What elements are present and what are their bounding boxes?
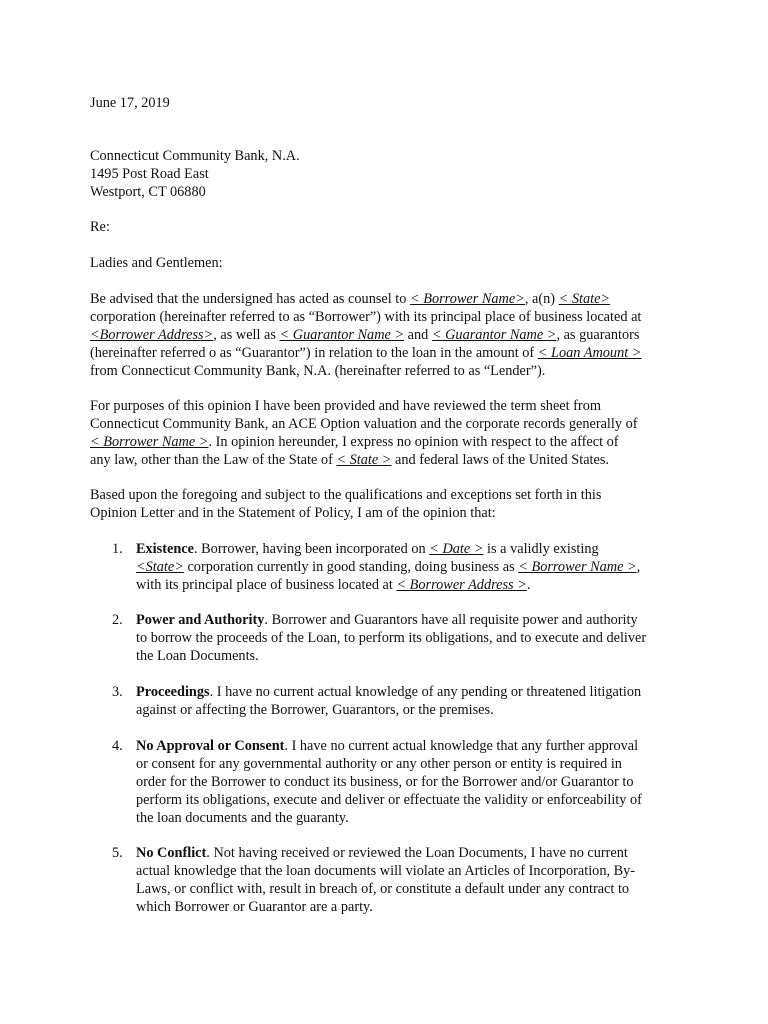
recipient-line: Westport, CT 06880 (90, 184, 206, 200)
item-number: 2. (112, 612, 123, 628)
item-title: Existence (136, 541, 194, 557)
item-number: 4. (112, 738, 123, 754)
letter-page: June 17, 2019 Connecticut Community Bank, N.A. 1495 Post Road East Westport, CT 06880 Re: Ladies and Gentlemen: Be advised that the undersigned has acted as counsel to < Borrower Name>, a(n) < State> corporation (hereinafter referred to as “Borrower”) with its principal place of business located at <Borrower Address>, as well as < Guarantor Name > and < Guarantor Name >, as guarantors (hereinafter referred o as “Guarantor”) in relation to the loan in the amount of < Loan Amount > from Connecticut Community Bank, N.A. (hereinafter referred to as “Lender”). For purposes of this opinion I have been provided and have reviewed the term sheet from Connecticut Community Bank, an ACE Option valuation and the corporate records generally of < Borrower Name >. In opinion hereunder, I express no opinion with respect to the affect of any law, other than the Law of the State of < State > and federal laws of the United States. Based upon the foregoing and subject to the qualifications and exceptions set forth in this Opinion Letter and in the Statement of Policy, I am of the opinion that: 1. Existence. Borrower, having been incorporated on < Date > is a validly existing <State> corporation currently in good standing, doing business as < Borrower Name >, with its principal place of business located at < Borrower Address >. 2. Power and Authority. Borrower and Guarantors have all requisite power and authority to borrow the proceeds of the Loan, to perform its obligations, and to execute and deliver the Loan Documents. 3. Proceedings. I have no current actual knowledge of any pending or threatened litigation against or affecting the Borrower, Guarantors, or the premises. 4. No Approval or Consent. I have no current actual knowledge that any further approval or consent for any governmental authority or any other person or entity is required in order for the Borrower to conduct its business, or for the Borrower and/or Guarantor to perform its obligations, execute and deliver or effectuate the validity or enforceability of the loan documents and the guaranty. 5. No Conflict. Not having received or reviewed the Loan Documents, I have no current actual knowledge that the loan documents will violate an Articles of Incorporation, By- Laws, or conflict with, result in breach of, or constitute a default under any contract to which Borrower or Guarantor are a party. (0, 0, 768, 1024)
item-title: Power and Authority (136, 612, 265, 628)
recipient-line: 1495 Post Road East (90, 166, 209, 182)
paragraph-counsel: Be advised that the undersigned has acted as counsel to < Borrower Name>, a(n) < State> corporation (hereinafter referred to as “Borrower”) with its principal place of business located at <Borrower Address>, as well as < Guarantor Name > and < Guarantor Name >, as guarantors (hereinafter referred o as “Guarantor”) in relation to the loan in the amount of < Loan Amount > from Connecticut Community Bank, N.A. (hereinafter referred to as “Lender”). (90, 291, 642, 379)
item-number: 5. (112, 845, 123, 861)
recipient-address (90, 147, 680, 201)
guarantor-name-field: < Guarantor Name > (431, 327, 557, 343)
state-field: <State> (136, 559, 184, 575)
item-number: 1. (112, 541, 123, 557)
re-line: Re: (90, 219, 110, 235)
item-title: No Approval or Consent (136, 738, 285, 754)
borrower-name-field: < Borrower Name > (518, 559, 637, 575)
borrower-name-field: < Borrower Name> (410, 291, 525, 307)
loan-amount-field: < Loan Amount > (537, 345, 642, 361)
state-field: < State> (558, 291, 611, 307)
borrower-name-field: < Borrower Name > (90, 434, 209, 450)
paragraph-purposes: For purposes of this opinion I have been provided and have reviewed the term sheet from Connecticut Community Bank, an ACE Option valuation and the corporate records generally of < Borrower Name >. In opinion hereunder, I express no opinion with respect to the affect of any law, other than the Law of the State of < State > and federal laws of the United States. (90, 398, 638, 468)
recipient-line: Connecticut Community Bank, N.A. (90, 148, 300, 164)
borrower-address-field: <Borrower Address> (90, 327, 214, 343)
item-title: Proceedings (136, 684, 210, 700)
item-title: No Conflict (136, 845, 207, 861)
date-field: < Date > (429, 541, 484, 557)
letter-date: June 17, 2019 (90, 95, 170, 111)
state-field: < State > (336, 452, 392, 468)
borrower-address-field: < Borrower Address > (396, 577, 527, 593)
salutation: Ladies and Gentlemen: (90, 255, 223, 271)
paragraph-foregoing: Based upon the foregoing and subject to the qualifications and exceptions set forth in this Opinion Letter and in the Statement of Policy, I am of the opinion that: (90, 487, 602, 521)
item-number: 3. (112, 684, 123, 700)
guarantor-name-field: < Guarantor Name > (279, 327, 405, 343)
